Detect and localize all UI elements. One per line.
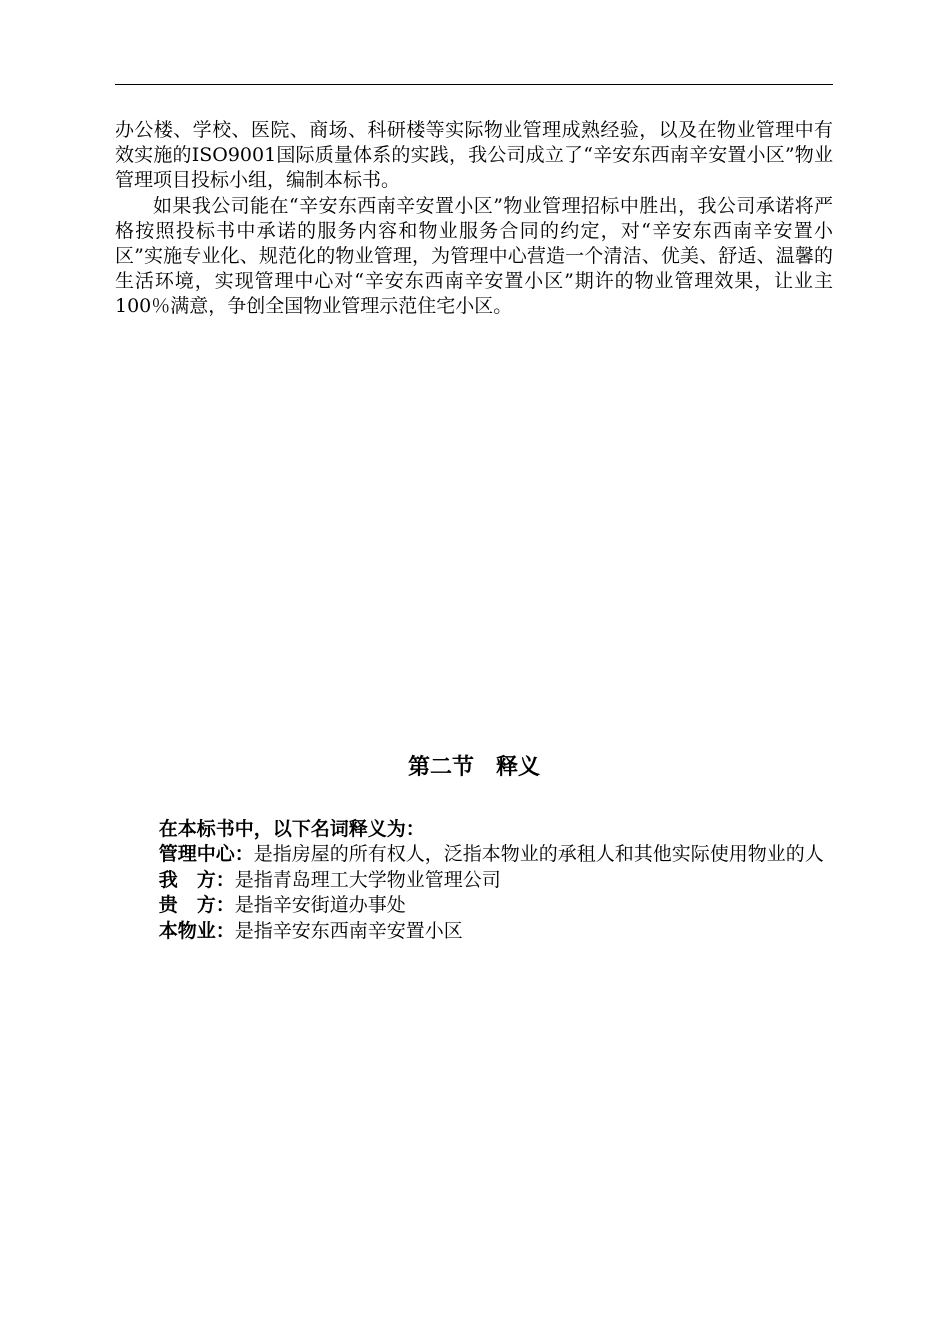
definition-term: 管理中心 <box>158 843 235 866</box>
definitions-list <box>115 817 833 944</box>
definition-text: 是指辛安东西南辛安置小区 <box>234 919 463 942</box>
definition-separator: ： <box>215 868 235 891</box>
intro-section <box>115 118 833 320</box>
header-rule <box>115 84 833 85</box>
definition-text: 是指房屋的所有权人，泛指本物业的承租人和其他实际使用物业的人 <box>253 843 824 866</box>
definition-item-our-side <box>115 868 833 893</box>
definition-separator: ： <box>215 894 235 917</box>
definition-term: 本物业 <box>158 919 216 942</box>
definition-item-management-center <box>115 842 833 867</box>
definition-text: 是指辛安街道办事处 <box>234 894 406 917</box>
definitions-lead: 在本标书中，以下名词释义为： <box>158 818 425 840</box>
definition-term: 我 方 <box>158 868 216 891</box>
definition-text: 是指青岛理工大学物业管理公司 <box>234 868 501 891</box>
definition-item-your-side <box>115 893 833 918</box>
definition-separator: ： <box>234 843 254 866</box>
definition-item-this-property <box>115 919 833 944</box>
definition-separator: ： <box>215 919 235 942</box>
intro-paragraph-2: 如果我公司能在“辛安东西南辛安置小区”物业管理招标中胜出，我公司承诺将严格按照投标书中承诺的服务内容和物业服务合同的约定，对“辛安东西南辛安置小区”实施专业化、规范化的物业管理，为管理中心营造一个清洁、优美、舒适、温馨的生活环境，实现管理中心对“辛安东西南辛安置小区”期许的物业管理效果，让业主100％满意，争创全国物业管理示范住宅小区。 <box>115 194 833 318</box>
intro-paragraph-1: 办公楼、学校、医院、商场、科研楼等实际物业管理成熟经验，以及在物业管理中有效实施的ISO9001国际质量体系的实践，我公司成立了“辛安东西南辛安置小区”物业管理项目投标小组，编制本标书。 <box>115 119 833 192</box>
section-title: 第二节 释义 <box>407 754 540 780</box>
definition-term: 贵 方 <box>158 894 216 917</box>
